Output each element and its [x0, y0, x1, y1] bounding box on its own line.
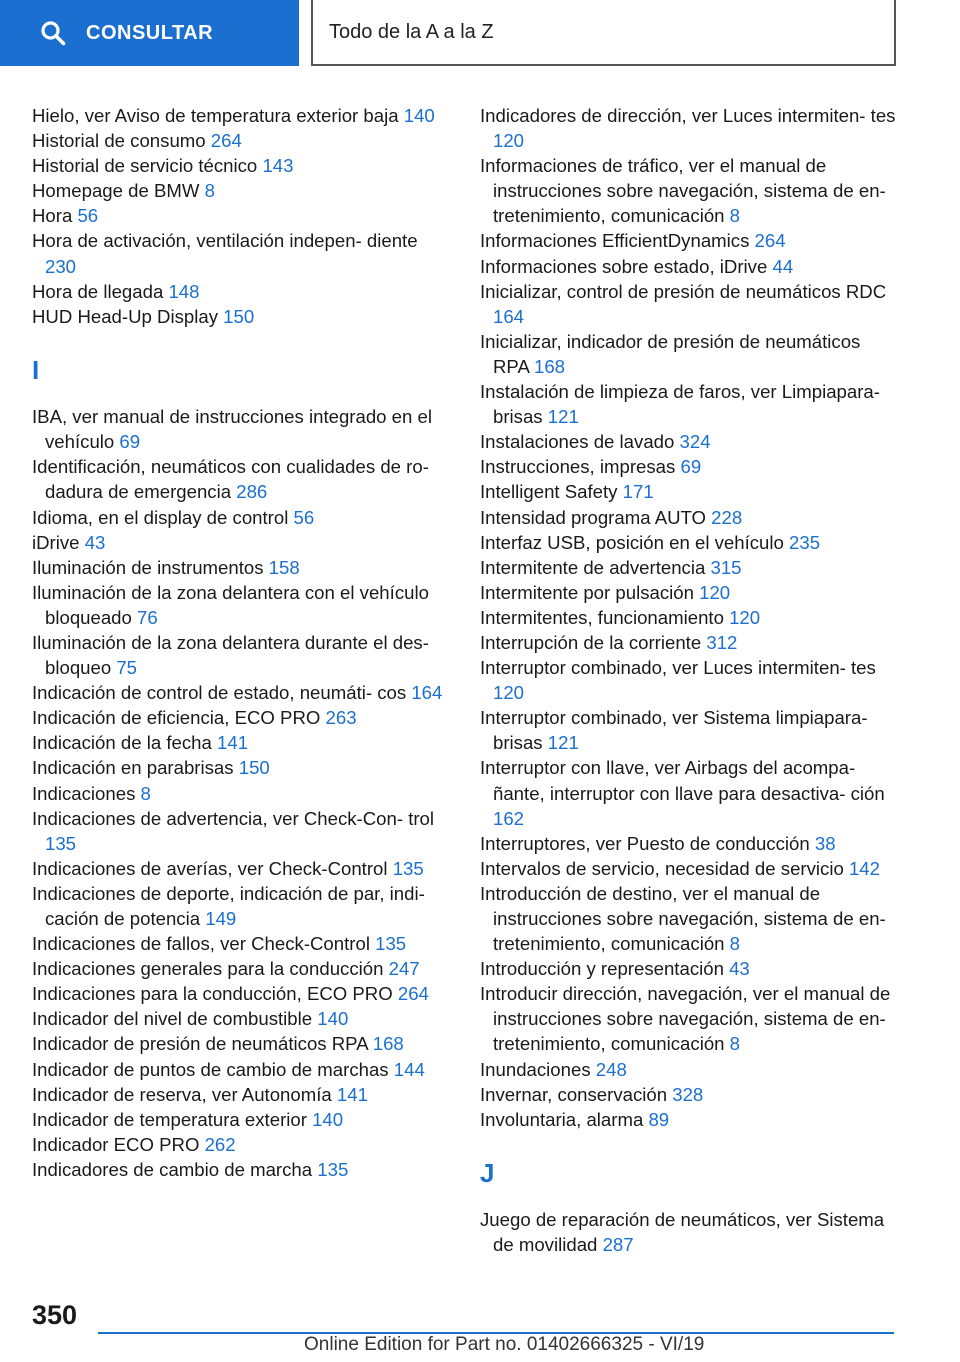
- index-entry: [480, 530, 900, 555]
- index-entry: [32, 1132, 444, 1157]
- entry-text: Indicador de puntos de cambio de marchas: [32, 1058, 394, 1080]
- page-link[interactable]: 8: [140, 782, 151, 804]
- entry-text: Indicaciones para la conducción, ECO PRO: [32, 983, 398, 1005]
- entry-text: Instalación de limpieza de faros, ver Limpiapara- brisas: [480, 381, 880, 428]
- index-entry: [480, 605, 900, 630]
- page-link[interactable]: 164: [411, 682, 443, 704]
- page-link[interactable]: 264: [754, 230, 786, 252]
- index-entry: [32, 404, 444, 454]
- entry-text: Interruptor combinado, ver Sistema limpiapara- brisas: [480, 707, 868, 754]
- index-entry: [32, 178, 444, 203]
- entry-text: Indicaciones de deporte, indicación de par, indi- cación de potencia: [32, 882, 425, 930]
- index-entry: [480, 329, 900, 379]
- entry-text: Historial de servicio técnico: [32, 155, 263, 177]
- entry-text: Intensidad programa AUTO: [480, 506, 712, 528]
- entry-text: Inicializar, control de presión de neumáticos RDC: [480, 280, 887, 302]
- page-link[interactable]: 135: [375, 933, 407, 955]
- page-link[interactable]: 164: [493, 305, 525, 327]
- page-link[interactable]: 120: [493, 682, 525, 704]
- index-entry: [32, 1157, 444, 1182]
- index-entry: [480, 856, 900, 881]
- index-entry: [32, 555, 444, 580]
- index-entry: [32, 580, 444, 630]
- entry-text: iDrive: [32, 531, 85, 553]
- entry-text: Interruptores, ver Puesto de conducción: [480, 832, 815, 854]
- index-entry: [480, 755, 900, 830]
- entry-text: Interruptor combinado, ver Luces intermiten- tes: [480, 657, 876, 679]
- index-entry: [32, 279, 444, 304]
- page-link[interactable]: 8: [204, 180, 215, 202]
- page-link[interactable]: 140: [403, 105, 435, 126]
- index-entry: [480, 555, 900, 580]
- index-entry: [32, 630, 444, 680]
- page-link[interactable]: 120: [699, 581, 731, 603]
- page-link[interactable]: 315: [710, 556, 742, 578]
- entry-text: Instalaciones de lavado: [480, 431, 680, 453]
- entry-text: Hora de activación, ventilación indepen- diente: [32, 230, 418, 252]
- index-entry: [32, 454, 444, 504]
- page-link[interactable]: 140: [317, 1008, 349, 1030]
- entry-text: Introducción de destino, ver el manual de instrucciones sobre navegación, sistema de en- tretenimiento, comunicación: [480, 882, 886, 955]
- page-link[interactable]: 56: [293, 506, 315, 528]
- page-link[interactable]: 248: [595, 1058, 627, 1080]
- entry-text: HUD Head-Up Display: [32, 305, 224, 327]
- entry-text: Involuntaria, alarma: [480, 1108, 649, 1130]
- index-entry: [32, 1107, 444, 1132]
- entry-text: Introducción y representación: [480, 958, 730, 980]
- page-link[interactable]: 121: [547, 406, 579, 428]
- index-entry: [480, 454, 900, 479]
- page-link[interactable]: 76: [137, 606, 158, 628]
- page-link[interactable]: 150: [238, 757, 270, 779]
- entry-text: Indicaciones: [32, 782, 141, 804]
- index-entry: [480, 956, 900, 981]
- entry-text: Indicador de temperatura exterior: [32, 1108, 313, 1130]
- entry-text: Indicadores de dirección, ver Luces intermiten- tes: [480, 105, 896, 126]
- entry-text: Interfaz USB, posición en el vehículo: [480, 531, 790, 553]
- entry-text: Indicaciones de advertencia, ver Check-Con- trol: [32, 807, 435, 829]
- index-entry: [32, 530, 444, 555]
- page-link[interactable]: 171: [622, 481, 654, 503]
- entry-text: IBA, ver manual de instrucciones integrado en el vehículo: [32, 406, 432, 453]
- page-link[interactable]: 8: [729, 933, 741, 955]
- page-link[interactable]: 56: [77, 205, 99, 227]
- entry-text: Intervalos de servicio, necesidad de servicio: [480, 857, 849, 879]
- page-link[interactable]: 247: [388, 958, 420, 980]
- page-link[interactable]: 264: [397, 983, 429, 1005]
- section-letter: J: [480, 1157, 495, 1188]
- entry-text: Iluminación de instrumentos: [32, 556, 269, 578]
- entry-text: Indicador ECO PRO: [32, 1133, 205, 1155]
- page-link[interactable]: 286: [236, 481, 268, 503]
- index-entry: [32, 931, 444, 956]
- page-link[interactable]: 230: [45, 255, 77, 277]
- page-link[interactable]: 312: [706, 631, 738, 653]
- page-link[interactable]: 328: [672, 1083, 704, 1105]
- page-link[interactable]: 149: [205, 908, 237, 930]
- section-letter: I: [32, 354, 40, 385]
- entry-text: Intermitente por pulsación: [480, 581, 700, 603]
- entry-text: Indicaciones de fallos, ver Check-Control: [32, 933, 376, 955]
- entry-text: Indicador de presión de neumáticos RPA: [32, 1033, 373, 1055]
- index-entry: [480, 379, 900, 429]
- entry-text: Interruptor con llave, ver Airbags del acompa- ñante, interruptor con llave para desactiva- ción: [480, 757, 885, 804]
- index-entry: [32, 203, 444, 228]
- page-link[interactable]: 324: [679, 431, 711, 453]
- page-link[interactable]: 168: [534, 355, 566, 377]
- index-entry: [32, 505, 444, 530]
- index-entry: [480, 479, 900, 504]
- index-entry: [32, 781, 444, 806]
- entry-text: Indicador del nivel de combustible: [32, 1008, 318, 1030]
- index-entry: [32, 228, 444, 278]
- page-link[interactable]: 120: [493, 130, 525, 152]
- page-link[interactable]: 140: [312, 1108, 344, 1130]
- page-link[interactable]: 43: [84, 531, 106, 553]
- entry-text: Informaciones EfficientDynamics: [480, 230, 755, 252]
- breadcrumb-label: Todo de la A a la Z: [329, 20, 494, 43]
- index-entry: [32, 730, 444, 755]
- entry-text: Juego de reparación de neumáticos, ver Sistema de movilidad: [480, 1209, 885, 1256]
- index-entry: [480, 228, 900, 253]
- entry-text: Inicializar, indicador de presión de neumáticos RPA: [480, 330, 861, 377]
- page-number: 350: [32, 1300, 78, 1330]
- page-link[interactable]: 135: [317, 1158, 349, 1180]
- entry-text: Hora: [32, 205, 78, 227]
- page-link[interactable]: 148: [168, 280, 200, 302]
- page-link[interactable]: 141: [217, 732, 249, 754]
- entry-text: Inundaciones: [480, 1058, 596, 1080]
- index-entry: [32, 755, 444, 780]
- index-entry: [480, 655, 900, 705]
- index-entry: [32, 1082, 444, 1107]
- entry-text: Iluminación de la zona delantera con el vehículo bloqueado: [32, 581, 429, 628]
- index-entry: [480, 1207, 900, 1257]
- entry-text: Informaciones sobre estado, iDrive: [480, 255, 773, 277]
- index-entry: [32, 881, 444, 931]
- page-link[interactable]: 168: [372, 1033, 404, 1055]
- page-link[interactable]: 44: [772, 255, 794, 277]
- page-link[interactable]: 135: [45, 832, 77, 854]
- index-entry: [480, 580, 900, 605]
- page-link[interactable]: 43: [729, 958, 750, 980]
- consultar-button[interactable]: [0, 0, 299, 66]
- index-entry: [480, 1082, 900, 1107]
- index-entry: [32, 103, 444, 128]
- index-entry: [480, 630, 900, 655]
- index-entry: [480, 705, 900, 755]
- index-entry: [32, 806, 444, 856]
- page-link[interactable]: 141: [336, 1083, 368, 1105]
- index-entry: [32, 680, 444, 705]
- entry-text: Introducir dirección, navegación, ver el manual de instrucciones sobre navegación, sistema de en- tretenimiento, comunicación: [480, 983, 891, 1055]
- entry-text: Intermitente de advertencia: [480, 556, 711, 578]
- entry-text: Intelligent Safety: [480, 481, 623, 503]
- page-link[interactable]: 38: [814, 832, 836, 854]
- entry-text: Idioma, en el display de control: [32, 506, 294, 528]
- page-link[interactable]: 89: [648, 1108, 670, 1130]
- page-link[interactable]: 228: [711, 506, 743, 528]
- index-entry: [480, 279, 900, 329]
- index-entry: [480, 1107, 900, 1132]
- index-entry: [480, 881, 900, 956]
- entry-text: Hora de llegada: [32, 280, 169, 302]
- entry-text: Identificación, neumáticos con cualidades de ro- dadura de emergencia: [32, 456, 429, 503]
- page-link[interactable]: 135: [392, 857, 424, 879]
- entry-text: Indicador de reserva, ver Autonomía: [32, 1083, 337, 1105]
- index-entry: [32, 705, 444, 730]
- index-entry: [32, 1006, 444, 1031]
- page-link[interactable]: 69: [680, 456, 702, 478]
- page-link[interactable]: 262: [204, 1133, 236, 1155]
- page-link[interactable]: 120: [729, 606, 761, 628]
- entry-text: Invernar, conservación: [480, 1083, 673, 1105]
- index-entry: [480, 505, 900, 530]
- index-entry: [32, 981, 444, 1006]
- index-column-right: [480, 103, 900, 1257]
- index-entry: [480, 981, 900, 1056]
- page-link[interactable]: 8: [729, 1033, 741, 1055]
- entry-text: Indicación de eficiencia, ECO PRO: [32, 707, 326, 729]
- search-icon: [40, 20, 66, 46]
- index-entry: [480, 429, 900, 454]
- edition-footer: Online Edition for Part no. 01402666325 - VI/19: [304, 1334, 705, 1355]
- entry-text: Intermitentes, funcionamiento: [480, 606, 730, 628]
- index-entry: [32, 1031, 444, 1056]
- index-entry: [32, 153, 444, 178]
- entry-text: Historial de consumo: [32, 130, 211, 152]
- breadcrumb[interactable]: [311, 0, 896, 66]
- entry-text: Indicación en parabrisas: [32, 757, 239, 779]
- page-link[interactable]: 142: [848, 857, 880, 879]
- entry-text: Indicación de control de estado, neumáti- cos: [32, 682, 412, 704]
- index-column-left: [32, 103, 444, 1182]
- index-entry: [32, 1057, 444, 1082]
- page-link[interactable]: 263: [325, 707, 357, 729]
- entry-text: Interrupción de la corriente: [480, 631, 707, 653]
- index-entry: [32, 956, 444, 981]
- entry-text: Indicaciones de averías, ver Check-Control: [32, 857, 393, 879]
- page-link[interactable]: 143: [262, 155, 294, 177]
- index-entry: [480, 1057, 900, 1082]
- page-link[interactable]: 158: [268, 556, 300, 578]
- consultar-label: CONSULTAR: [86, 21, 214, 44]
- page-link[interactable]: 264: [210, 130, 242, 152]
- index-entry: [32, 856, 444, 881]
- index-entry: [480, 831, 900, 856]
- index-entry: [32, 304, 444, 329]
- top-bar: [0, 0, 960, 66]
- page-link[interactable]: 162: [493, 807, 525, 829]
- index-entry: [480, 103, 900, 153]
- index-entry: [480, 254, 900, 279]
- entry-text: Hielo, ver Aviso de temperatura exterior baja: [32, 105, 404, 126]
- index-entry: [480, 153, 900, 228]
- index-entry: [32, 128, 444, 153]
- page-link[interactable]: 235: [789, 531, 821, 553]
- entry-text: Indicadores de cambio de marcha: [32, 1158, 318, 1180]
- page-link[interactable]: 8: [729, 205, 741, 227]
- page-link[interactable]: 150: [223, 305, 255, 327]
- page-link[interactable]: 144: [393, 1058, 425, 1080]
- entry-text: Homepage de BMW: [32, 180, 205, 202]
- entry-text: Indicaciones generales para la conducción: [32, 958, 389, 980]
- entry-text: Indicación de la fecha: [32, 732, 218, 754]
- entry-text: Informaciones de tráfico, ver el manual de instrucciones sobre navegación, sistema de en- tretenimiento, comunicación: [480, 155, 886, 227]
- entry-text: Instrucciones, impresas: [480, 456, 681, 478]
- entry-text: Iluminación de la zona delantera durante el des- bloqueo: [32, 631, 429, 679]
- page-link[interactable]: 69: [119, 431, 141, 453]
- page-link[interactable]: 287: [602, 1234, 634, 1256]
- page-link[interactable]: 75: [116, 657, 138, 679]
- page-link[interactable]: 121: [547, 732, 579, 754]
